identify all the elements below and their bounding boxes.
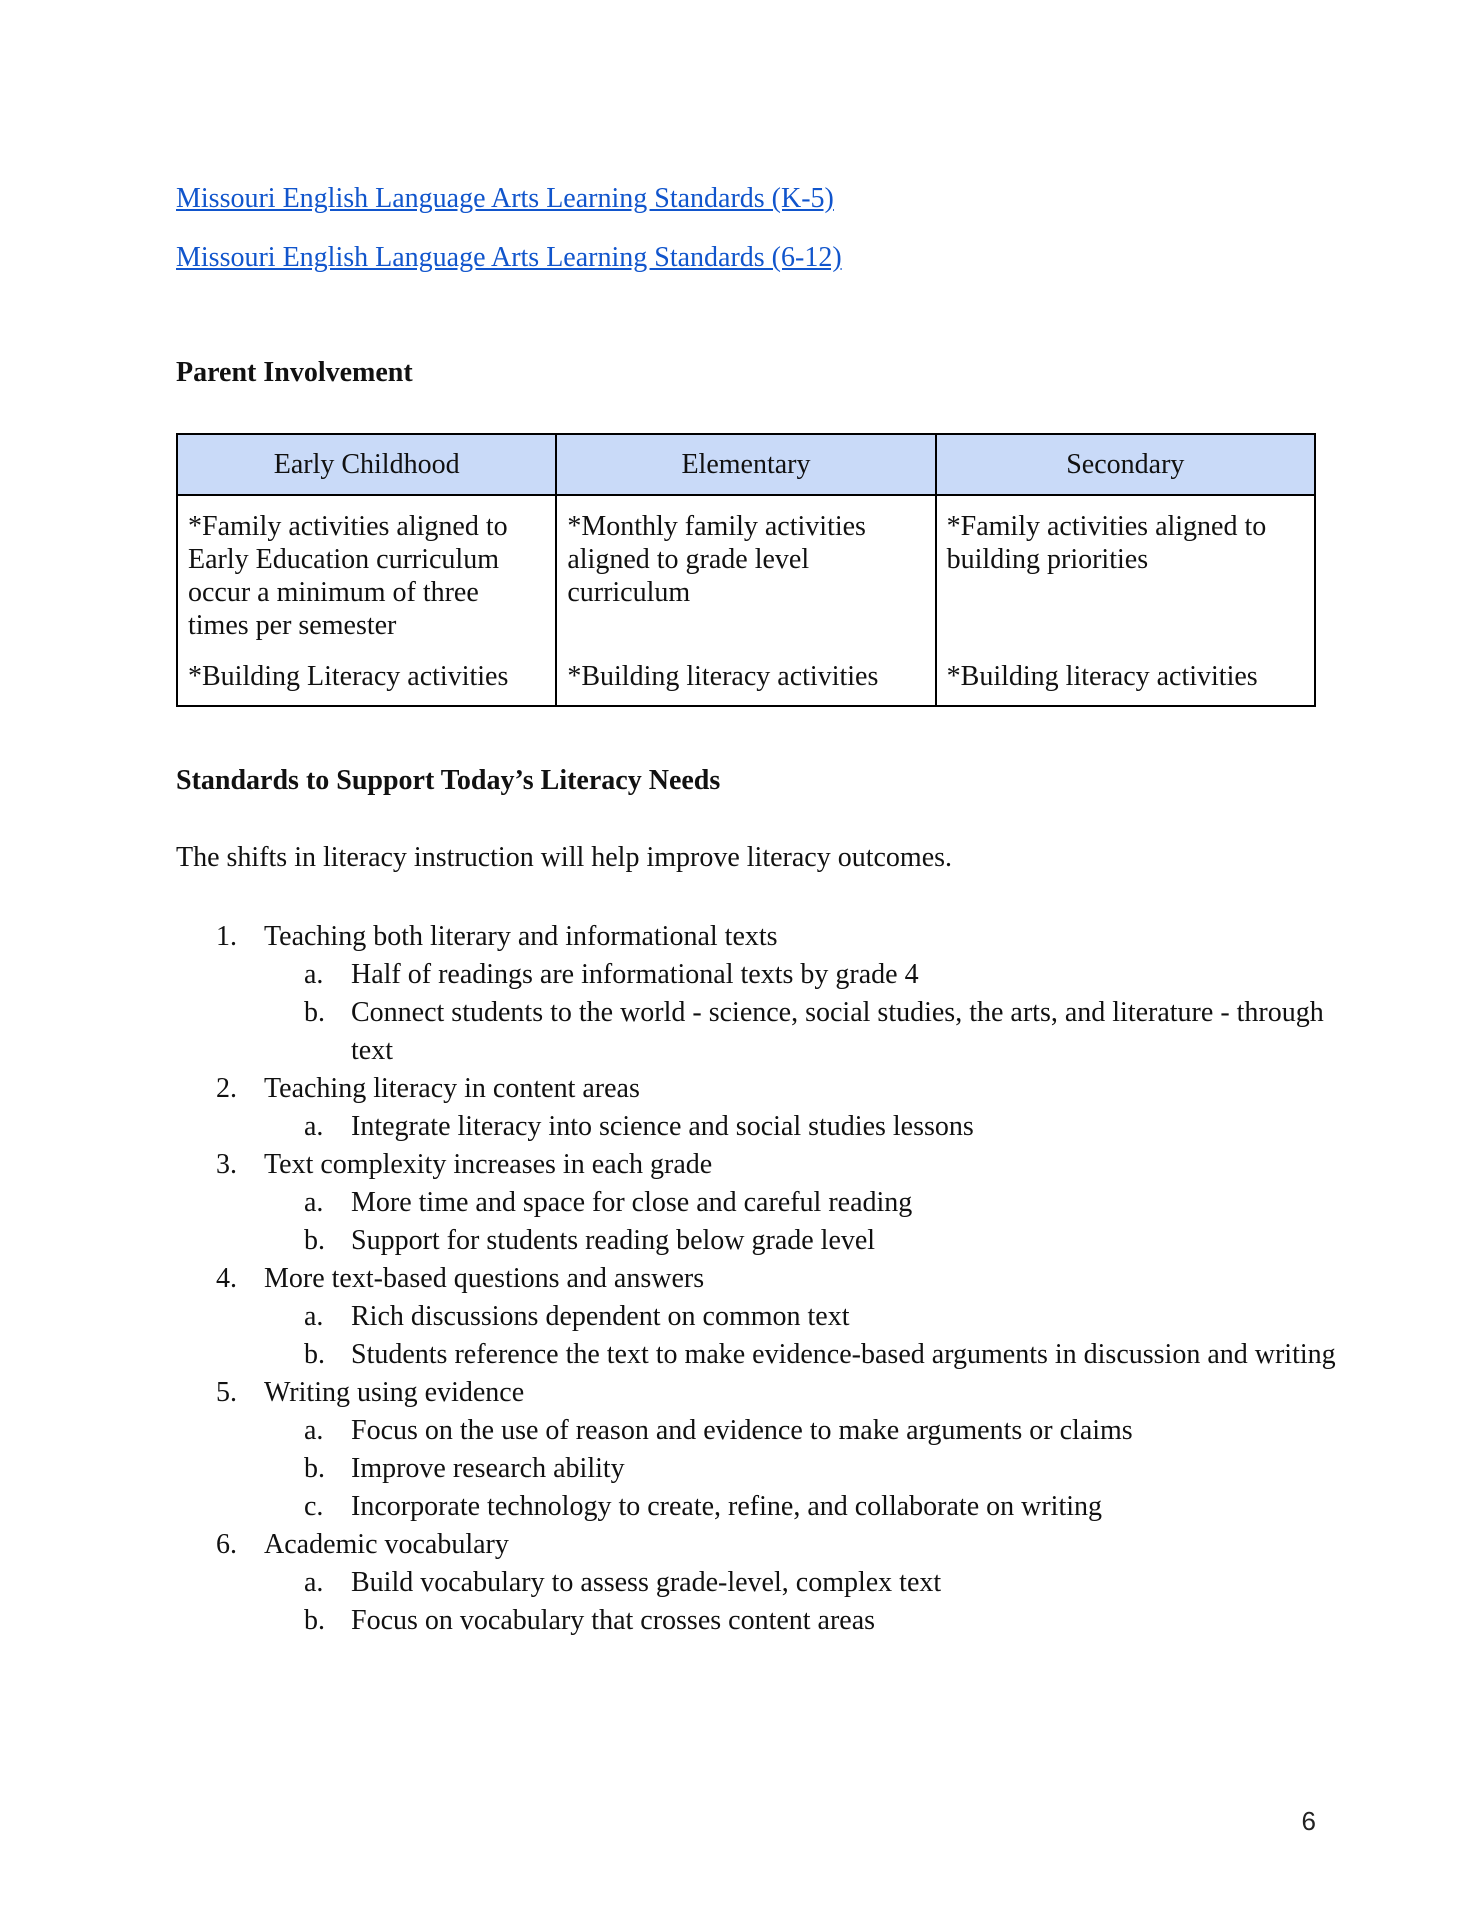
cell-activities: *Family activities aligned to building priorities bbox=[946, 511, 1267, 575]
sub-list-text: Incorporate technology to create, refine, and collaborate on writing bbox=[351, 1491, 1103, 1522]
sub-list-item bbox=[176, 956, 1451, 994]
list-number: 1. bbox=[216, 921, 237, 952]
list-item-text: Writing using evidence bbox=[264, 1377, 525, 1408]
sub-list-text: Support for students reading below grade level bbox=[351, 1225, 876, 1256]
sub-list-text: Connect students to the world - science, social studies, the arts, and literature - through text bbox=[351, 997, 1324, 1066]
sub-list-letter: c. bbox=[304, 1491, 324, 1522]
parent-involvement-table bbox=[176, 433, 1316, 707]
list-item bbox=[176, 1146, 1451, 1184]
list-item-text: Text complexity increases in each grade bbox=[264, 1149, 713, 1180]
sub-list-text: Integrate literacy into science and social studies lessons bbox=[351, 1111, 974, 1142]
list-number: 4. bbox=[216, 1263, 237, 1294]
sub-list-letter: b. bbox=[304, 1339, 325, 1370]
sub-list-text: Focus on vocabulary that crosses content areas bbox=[351, 1605, 876, 1636]
cell-literacy: *Building literacy activities bbox=[946, 661, 1258, 692]
cell-literacy: *Building literacy activities bbox=[567, 661, 879, 692]
sub-list-text: Focus on the use of reason and evidence to make arguments or claims bbox=[351, 1415, 1133, 1446]
cell-literacy: *Building Literacy activities bbox=[188, 661, 509, 692]
sub-list-text: Build vocabulary to assess grade-level, complex text bbox=[351, 1567, 942, 1598]
link-ela-standards-k5[interactable]: Missouri English Language Arts Learning Standards (K-5) bbox=[176, 183, 834, 214]
list-item-text: Academic vocabulary bbox=[264, 1529, 509, 1560]
link-ela-standards-6-12[interactable]: Missouri English Language Arts Learning Standards (6-12) bbox=[176, 242, 842, 273]
sub-list-letter: b. bbox=[304, 1453, 325, 1484]
list-item bbox=[176, 1526, 1451, 1564]
sub-list-text: Half of readings are informational texts by grade 4 bbox=[351, 959, 919, 990]
sub-list-item bbox=[176, 994, 1451, 1070]
standards-heading: Standards to Support Today’s Literacy Needs bbox=[176, 765, 721, 796]
header-early-childhood: Early Childhood bbox=[177, 434, 556, 495]
sub-list-letter: a. bbox=[304, 1567, 324, 1598]
list-number: 5. bbox=[216, 1377, 237, 1408]
list-number: 3. bbox=[216, 1149, 237, 1180]
cell-activities: *Monthly family activities aligned to grade level curriculum bbox=[567, 511, 866, 608]
sub-list-item bbox=[176, 1564, 1451, 1602]
sub-list-letter: a. bbox=[304, 1187, 324, 1218]
sub-list-item bbox=[176, 1108, 1451, 1146]
sub-list-text: Improve research ability bbox=[351, 1453, 625, 1484]
sub-list-letter: a. bbox=[304, 959, 324, 990]
list-item-text: More text-based questions and answers bbox=[264, 1263, 705, 1294]
sub-list-item bbox=[176, 1450, 1451, 1488]
sub-list-letter: a. bbox=[304, 1301, 324, 1332]
sub-list-item bbox=[176, 1222, 1451, 1260]
sub-list-letter: b. bbox=[304, 1605, 325, 1636]
cell-activities: *Family activities aligned to Early Education curriculum occur a minimum of three times per semester bbox=[188, 511, 508, 641]
header-elementary: Elementary bbox=[556, 434, 935, 495]
sub-list-text: More time and space for close and careful reading bbox=[351, 1187, 913, 1218]
sub-list-text: Students reference the text to make evidence-based arguments in discussion and writing bbox=[351, 1339, 1336, 1370]
sub-list-letter: a. bbox=[304, 1111, 324, 1142]
sub-list-item bbox=[176, 1298, 1451, 1336]
list-number: 6. bbox=[216, 1529, 237, 1560]
standards-intro: The shifts in literacy instruction will help improve literacy outcomes. bbox=[176, 842, 953, 873]
page-number: 6 bbox=[1301, 1806, 1316, 1836]
list-number: 2. bbox=[216, 1073, 237, 1104]
sub-list-item bbox=[176, 1488, 1451, 1526]
parent-involvement-heading: Parent Involvement bbox=[176, 357, 413, 388]
list-item bbox=[176, 1260, 1451, 1298]
cell-elementary bbox=[556, 495, 935, 706]
sub-list-letter: a. bbox=[304, 1415, 324, 1446]
standards-list bbox=[176, 918, 1451, 1640]
table-row bbox=[177, 495, 1315, 706]
list-item bbox=[176, 1374, 1451, 1412]
header-secondary: Secondary bbox=[936, 434, 1315, 495]
sub-list-letter: b. bbox=[304, 997, 325, 1028]
table-header-row bbox=[177, 434, 1315, 495]
sub-list-text: Rich discussions dependent on common text bbox=[351, 1301, 850, 1332]
list-item-text: Teaching both literary and informational texts bbox=[264, 921, 778, 952]
cell-secondary bbox=[936, 495, 1315, 706]
sub-list-item bbox=[176, 1336, 1451, 1374]
sub-list-item bbox=[176, 1184, 1451, 1222]
list-item bbox=[176, 1070, 1451, 1108]
list-item-text: Teaching literacy in content areas bbox=[264, 1073, 640, 1104]
sub-list-item bbox=[176, 1602, 1451, 1640]
cell-early-childhood bbox=[177, 495, 556, 706]
list-item bbox=[176, 918, 1451, 956]
sub-list-letter: b. bbox=[304, 1225, 325, 1256]
sub-list-item bbox=[176, 1412, 1451, 1450]
